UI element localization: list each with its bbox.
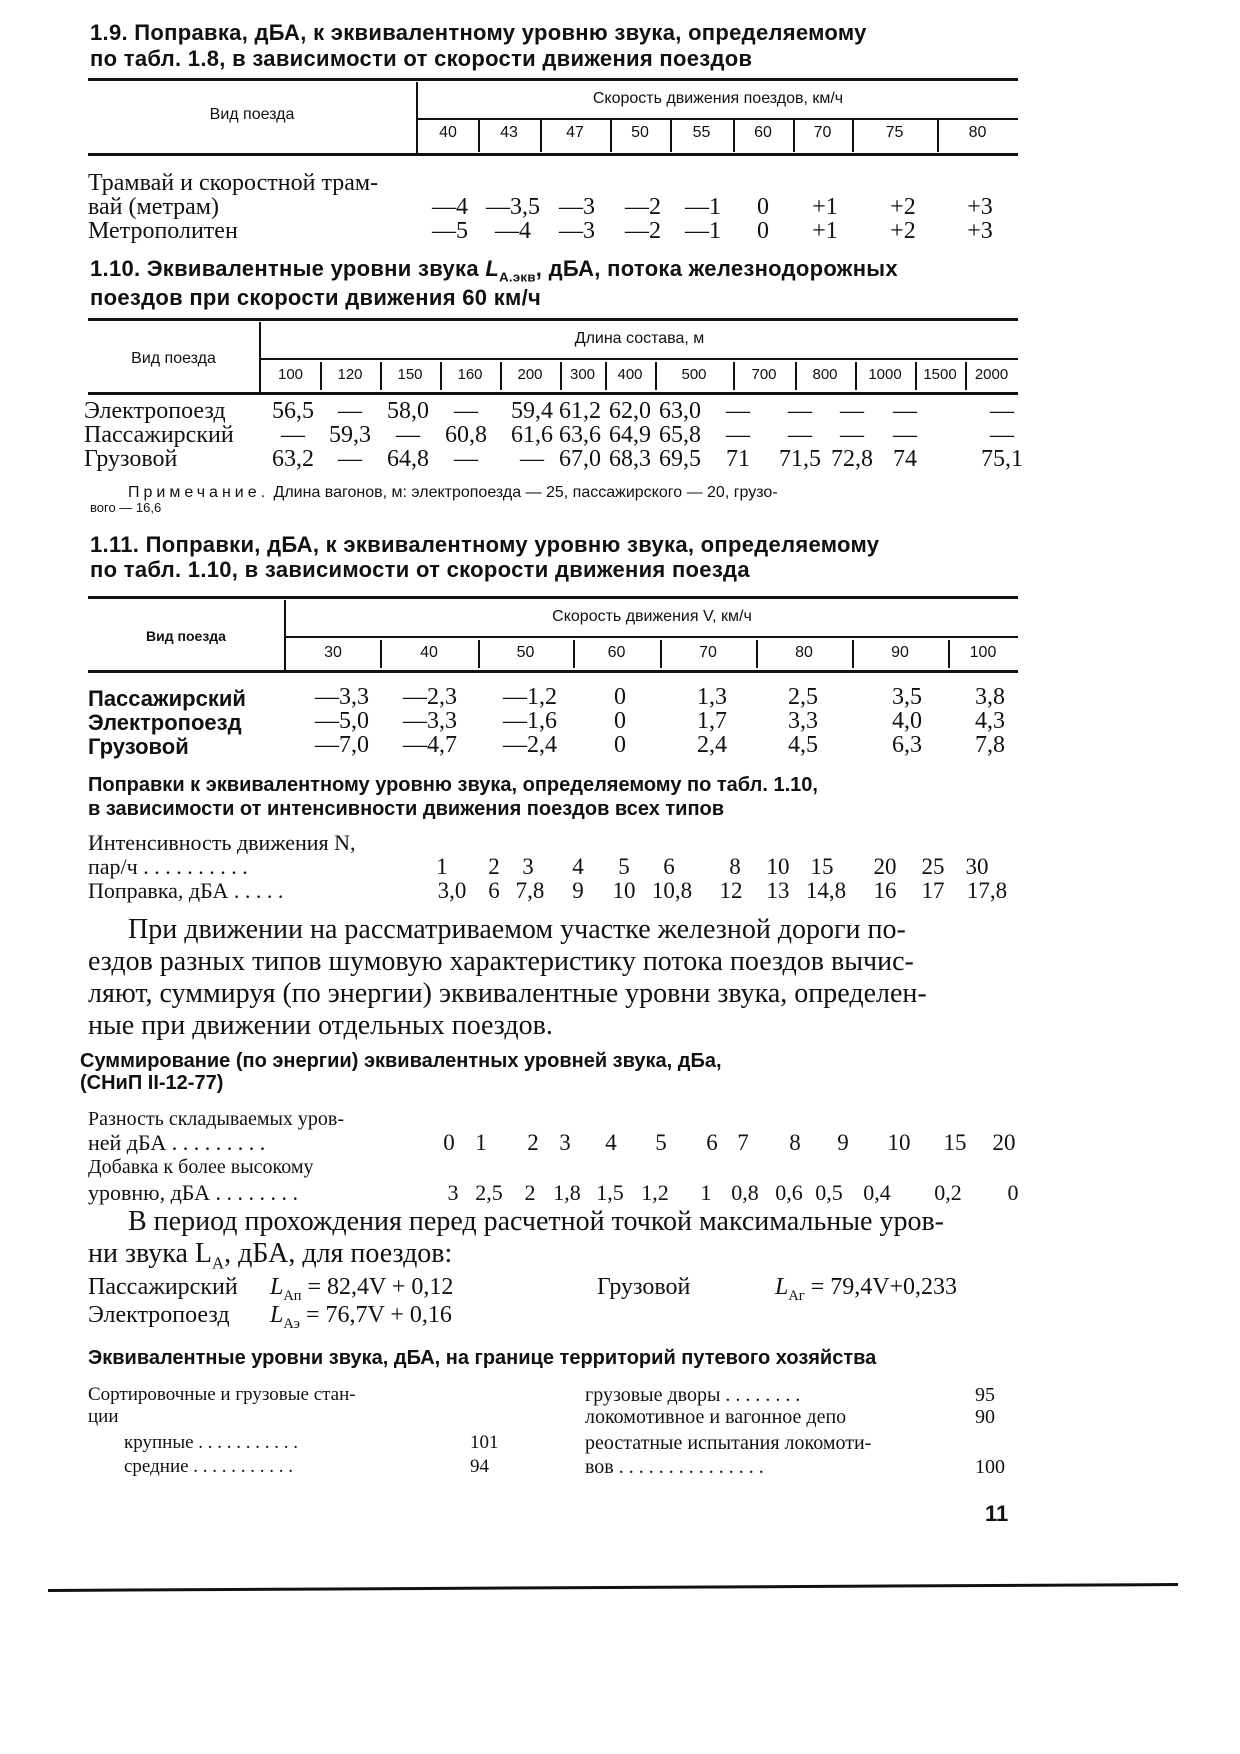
intensity-n-value: 2 <box>488 854 500 879</box>
table-1-10-note-line1 <box>128 484 778 502</box>
level-addition-value: 3 <box>447 1180 459 1205</box>
summation-row1-label: ней дБА . . . . . . . . . <box>88 1130 266 1155</box>
level-difference-value: 20 <box>992 1130 1016 1155</box>
table-cell: —4,7 <box>403 732 457 758</box>
territory-item-label: ции <box>88 1406 119 1427</box>
table-1-10-title-part: 1.10. Эквивалентные уровни звука <box>90 256 486 281</box>
table-cell: —3 <box>559 194 595 220</box>
column-divider <box>733 362 735 390</box>
column-divider <box>756 640 758 668</box>
intensity-correction-value: 17,8 <box>966 878 1008 903</box>
intensity-n-value: 20 <box>873 854 897 879</box>
intensity-correction-value: 7,8 <box>515 878 545 903</box>
paragraph-part: ни звука L <box>88 1238 213 1269</box>
table-cell: —1,2 <box>503 684 557 710</box>
table-1-11-row-label: Пассажирский <box>88 686 246 711</box>
speed-header-cell: 80 <box>968 124 987 141</box>
table-1-11-col-header: Вид поезда <box>146 628 226 644</box>
formula-subscript: Ап <box>283 1287 302 1304</box>
intensity-correction-value: 10 <box>612 878 636 903</box>
table-cell: — <box>893 398 917 424</box>
length-header-cell: 300 <box>569 366 596 383</box>
territory-item-label: Сортировочные и грузовые стан- <box>88 1384 356 1405</box>
intensity-n-value: 30 <box>965 854 989 879</box>
speed-header-cell: 40 <box>420 644 438 661</box>
intensity-correction-value: 3,0 <box>437 878 467 903</box>
table-1-11-subheader-rule <box>286 636 1018 638</box>
summation-title-line1: Суммирование (по энергии) эквивалентных уровней звука, дБа, <box>80 1050 722 1072</box>
table-1-10-group-header: Длина состава, м <box>574 330 705 347</box>
table-cell: 1,7 <box>697 708 727 734</box>
level-difference-value: 3 <box>559 1130 571 1155</box>
table-1-9-top-rule <box>88 78 1018 81</box>
table-1-10-col-header: Вид поезда <box>131 350 216 367</box>
level-difference-value: 10 <box>887 1130 911 1155</box>
length-header-cell: 150 <box>397 366 423 383</box>
page-number: 11 <box>985 1501 1009 1526</box>
table-cell: 62,0 <box>609 398 651 424</box>
table-cell: 3,8 <box>975 684 1005 710</box>
table-1-9-row-label: Метрополитен <box>88 218 238 244</box>
column-divider <box>540 120 542 152</box>
column-divider <box>320 362 322 390</box>
table-cell: —1 <box>685 218 721 244</box>
table-cell: —2 <box>625 218 661 244</box>
table-cell: +3 <box>967 218 993 244</box>
level-difference-value: 15 <box>943 1130 967 1155</box>
table-cell: 64,8 <box>387 446 429 472</box>
table-1-10-subheader-rule <box>261 358 1018 360</box>
column-divider <box>605 362 607 390</box>
formula <box>270 1274 453 1305</box>
column-divider <box>560 362 562 390</box>
length-header-cell: 800 <box>812 366 838 383</box>
table-cell: 67,0 <box>559 446 601 472</box>
table-1-10-bottom-rule <box>88 392 1018 395</box>
table-cell: 6,3 <box>892 732 922 758</box>
l-symbol: L <box>485 256 500 281</box>
table-cell: — <box>726 398 750 424</box>
level-addition-value: 0,4 <box>863 1180 891 1205</box>
intensity-n-value: 25 <box>921 854 945 879</box>
column-divider <box>937 120 939 152</box>
length-header-cell: 400 <box>617 366 643 383</box>
table-1-9-row-label: Трамвай и скоростной трам- <box>88 170 379 196</box>
level-addition-value: 0,6 <box>775 1180 803 1205</box>
table-1-11-row-label: Электропоезд <box>88 710 242 735</box>
table-1-11-title-line2: по табл. 1.10, в зависимости от скорости движения поезда <box>90 557 750 582</box>
paragraph-subscript: А <box>212 1253 225 1273</box>
table-1-10-top-rule <box>88 318 1018 321</box>
table-cell: —3 <box>559 218 595 244</box>
table-1-9-row-label: вай (метрам) <box>88 194 219 220</box>
table-cell: — <box>338 446 362 472</box>
intensity-n-value: 5 <box>618 854 630 879</box>
column-divider <box>478 120 480 152</box>
table-cell: — <box>840 422 864 448</box>
column-divider <box>795 362 797 390</box>
table-cell: — <box>840 398 864 424</box>
table-1-9-title-line2: по табл. 1.8, в зависимости от скорости движения поездов <box>90 46 753 71</box>
level-addition-value: 2,5 <box>475 1180 503 1205</box>
formula-symbol: L <box>270 1274 284 1300</box>
formula-label: Грузовой <box>597 1274 691 1300</box>
table-1-11-bottom-rule <box>88 670 1018 673</box>
page-bottom-rule <box>48 1583 1178 1592</box>
level-difference-value: 6 <box>706 1130 718 1155</box>
table-1-10-title-line2: поездов при скорости движения 60 км/ч <box>90 285 542 310</box>
table-cell: 0 <box>757 194 769 220</box>
summation-title-line2: (СНиП II-12-77) <box>80 1072 224 1094</box>
intensity-correction-value: 10,8 <box>651 878 693 903</box>
length-header-cell: 200 <box>517 366 543 383</box>
paragraph-line: ляют, суммируя (по энергии) эквивалентные уровни звука, определен- <box>88 978 927 1009</box>
formula-label: Пассажирский <box>88 1274 238 1300</box>
column-divider <box>670 120 672 152</box>
table-cell: 61,6 <box>511 422 553 448</box>
table-cell: 3,3 <box>788 708 818 734</box>
column-divider <box>478 640 480 668</box>
column-divider <box>380 640 382 668</box>
territory-item-value: 90 <box>975 1406 995 1428</box>
length-header-cell: 1000 <box>868 366 902 383</box>
territory-item-label: средние . . . . . . . . . . . <box>124 1456 294 1477</box>
table-cell: 0 <box>757 218 769 244</box>
table-cell: 63,0 <box>659 398 701 424</box>
table-1-10-row-label: Электропоезд <box>84 398 226 424</box>
table-cell: 7,8 <box>975 732 1005 758</box>
column-divider <box>660 640 662 668</box>
level-difference-value: 4 <box>605 1130 617 1155</box>
level-addition-value: 1 <box>700 1180 712 1205</box>
table-cell: — <box>990 398 1014 424</box>
table-cell: — <box>893 422 917 448</box>
column-divider <box>655 362 657 390</box>
table-cell: — <box>281 422 305 448</box>
intensity-n-value: 15 <box>810 854 834 879</box>
table-cell: — <box>520 446 544 472</box>
table-cell: 68,3 <box>609 446 651 472</box>
table-cell: 64,9 <box>609 422 651 448</box>
table-cell: 74 <box>893 446 917 472</box>
formula-subscript: Аэ <box>283 1315 300 1332</box>
level-addition-value: 1,2 <box>641 1180 669 1205</box>
territory-item-value: 101 <box>470 1432 499 1453</box>
length-header-cell: 500 <box>681 366 707 383</box>
column-divider <box>915 362 917 390</box>
table-cell: 71 <box>726 446 750 472</box>
formula-symbol: L <box>270 1302 284 1328</box>
formula <box>775 1274 957 1305</box>
table-cell: 3,5 <box>892 684 922 710</box>
table-cell: 0 <box>614 708 626 734</box>
column-divider <box>380 362 382 390</box>
speed-header-cell: 40 <box>439 124 457 141</box>
level-addition-value: 0,5 <box>815 1180 843 1205</box>
level-difference-value: 8 <box>789 1130 801 1155</box>
table-cell: — <box>396 422 420 448</box>
column-divider <box>948 640 950 668</box>
table-cell: 59,4 <box>511 398 553 424</box>
length-header-cell: 1500 <box>923 366 957 383</box>
table-cell: 58,0 <box>387 398 429 424</box>
formula-symbol: L <box>775 1274 789 1300</box>
table-cell: 60,8 <box>445 422 487 448</box>
note-text: Длина вагонов, м: электропоезда — 25, пассажирского — 20, грузо- <box>269 484 778 501</box>
speed-header-cell: 60 <box>607 644 626 661</box>
paragraph-line: ездов разных типов шумовую характеристику потока поездов вычис- <box>88 946 914 977</box>
level-addition-value: 0 <box>1007 1180 1019 1205</box>
speed-header-cell: 50 <box>631 124 649 141</box>
table-cell: —5 <box>432 218 468 244</box>
table-cell: 75,1 <box>981 446 1023 472</box>
table-cell: 0 <box>614 684 626 710</box>
territory-title: Эквивалентные уровни звука, дБА, на границе территорий путевого хозяйства <box>88 1347 877 1369</box>
intensity-correction-value: 16 <box>873 878 897 903</box>
table-1-11-top-rule <box>88 596 1018 599</box>
intensity-row2-label: Поправка, дБА . . . . . <box>88 878 284 903</box>
table-cell: 56,5 <box>272 398 314 424</box>
intensity-title-line2: в зависимости от интенсивности движения поездов всех типов <box>88 798 725 820</box>
territory-item-value: 95 <box>975 1384 995 1406</box>
column-divider <box>500 362 502 390</box>
table-1-9-bottom-rule <box>88 153 1018 156</box>
length-header-cell: 2000 <box>974 366 1009 383</box>
table-cell: +2 <box>890 218 916 244</box>
table-cell: — <box>788 398 812 424</box>
level-addition-value: 0,8 <box>731 1180 759 1205</box>
column-divider <box>733 120 735 152</box>
table-cell: 4,0 <box>892 708 922 734</box>
note-lead: Примечание. <box>128 484 270 501</box>
intensity-correction-value: 12 <box>719 878 743 903</box>
territory-item-value: 100 <box>975 1456 1005 1478</box>
table-cell: 63,2 <box>272 446 314 472</box>
table-1-10-title-part: , дБА, потока железнодорожных <box>535 256 898 281</box>
level-difference-value: 2 <box>527 1130 539 1155</box>
formula-label: Электропоезд <box>88 1302 230 1328</box>
speed-header-cell: 60 <box>754 124 772 141</box>
table-1-10-row-label: Грузовой <box>84 446 178 472</box>
level-difference-value: 1 <box>475 1130 487 1155</box>
level-addition-value: 0,2 <box>934 1180 962 1205</box>
territory-item-value: 94 <box>470 1456 489 1477</box>
speed-header-cell: 70 <box>813 124 832 141</box>
intensity-row1-label: пар/ч . . . . . . . . . . <box>88 854 248 879</box>
speed-header-cell: 90 <box>891 644 909 661</box>
table-cell: +3 <box>967 194 993 220</box>
table-cell: —2 <box>625 194 661 220</box>
column-divider <box>610 120 612 152</box>
speed-header-cell: 80 <box>795 644 813 661</box>
summation-row2-label: Добавка к более высокому <box>88 1156 314 1178</box>
table-cell: 72,8 <box>831 446 873 472</box>
table-1-11-group-header: Скорость движения V, км/ч <box>552 608 752 625</box>
summation-row2-label: уровню, дБА . . . . . . . . <box>88 1180 299 1205</box>
territory-item-label: крупные . . . . . . . . . . . <box>124 1432 299 1453</box>
table-1-9-title-line1: 1.9. Поправка, дБА, к эквивалентному уровню звука, определяемому <box>90 20 867 45</box>
table-cell: 0 <box>614 732 626 758</box>
table-cell: 63,6 <box>559 422 601 448</box>
table-1-9-col-header: Вид поезда <box>209 106 295 123</box>
speed-header-cell: 47 <box>566 124 584 141</box>
intensity-n-value: 10 <box>766 854 790 879</box>
formula-expression: = 82,4V + 0,12 <box>301 1274 454 1300</box>
table-1-10-note-line2: вого — 16,6 <box>90 500 162 515</box>
intensity-title-line1: Поправки к эквивалентному уровню звука, определяемому по табл. 1.10, <box>88 774 818 796</box>
intensity-correction-value: 9 <box>572 878 584 903</box>
column-divider <box>965 362 967 390</box>
table-1-10-row-label: Пассажирский <box>84 422 234 448</box>
intensity-correction-value: 17 <box>921 878 945 903</box>
table-cell: —4 <box>432 194 468 220</box>
table-cell: +1 <box>812 194 838 220</box>
length-header-cell: 700 <box>751 366 777 383</box>
table-cell: 61,2 <box>559 398 601 424</box>
level-difference-value: 9 <box>837 1130 849 1155</box>
level-difference-value: 7 <box>737 1130 749 1155</box>
territory-item-label: локомотивное и вагонное депо <box>585 1406 847 1428</box>
intensity-row1-label: Интенсивность движения N, <box>88 830 356 855</box>
table-cell: — <box>726 422 750 448</box>
table-cell: —4 <box>495 218 531 244</box>
table-cell: —5,0 <box>315 708 369 734</box>
table-cell: 1,3 <box>697 684 727 710</box>
level-difference-value: 0 <box>443 1130 455 1155</box>
table-cell: —3,3 <box>315 684 369 710</box>
table-cell: —3,3 <box>403 708 457 734</box>
table-cell: —1 <box>685 194 721 220</box>
intensity-correction-value: 6 <box>488 878 500 903</box>
column-divider <box>440 362 442 390</box>
table-cell: — <box>338 398 362 424</box>
table-cell: —2,3 <box>403 684 457 710</box>
table-cell: 71,5 <box>779 446 821 472</box>
table-cell: 4,3 <box>975 708 1005 734</box>
paragraph-line: В период прохождения перед расчетной точкой максимальные уров- <box>128 1206 945 1237</box>
table-1-11-row-label: Грузовой <box>88 734 189 759</box>
intensity-n-value: 4 <box>572 854 584 879</box>
table-1-9-group-header: Скорость движения поездов, км/ч <box>592 90 844 107</box>
length-header-cell: 120 <box>337 366 363 383</box>
paragraph-line: ные при движении отдельных поездов. <box>88 1010 553 1041</box>
speed-header-cell: 75 <box>885 124 904 141</box>
length-header-cell: 160 <box>457 366 483 383</box>
table-cell: —1,6 <box>503 708 557 734</box>
column-divider <box>573 640 575 668</box>
intensity-n-value: 1 <box>436 854 448 879</box>
intensity-n-value: 3 <box>522 854 534 879</box>
paragraph-part: , дБА, для поездов: <box>224 1238 453 1269</box>
table-cell: — <box>990 422 1014 448</box>
table-cell: 65,8 <box>659 422 701 448</box>
table-cell: —7,0 <box>315 732 369 758</box>
column-divider <box>852 640 854 668</box>
table-cell: —3,5 <box>486 194 540 220</box>
table-cell: 69,5 <box>659 446 701 472</box>
column-divider <box>855 362 857 390</box>
table-cell: +1 <box>812 218 838 244</box>
intensity-correction-value: 13 <box>766 878 790 903</box>
level-addition-value: 1,5 <box>596 1180 624 1205</box>
table-1-11-title-line1: 1.11. Поправки, дБА, к эквивалентному уровню звука, определяемому <box>90 532 880 557</box>
formula-expression: = 79,4V+0,233 <box>804 1274 958 1300</box>
level-difference-value: 5 <box>655 1130 667 1155</box>
table-cell: — <box>788 422 812 448</box>
intensity-correction-value: 14,8 <box>805 878 847 903</box>
intensity-n-value: 8 <box>729 854 741 879</box>
summation-row1-label: Разность складываемых уров- <box>88 1108 345 1130</box>
l-subscript: А.экв <box>499 269 536 285</box>
territory-item-label: вов . . . . . . . . . . . . . . . <box>585 1456 764 1478</box>
speed-header-cell: 30 <box>324 644 342 661</box>
table-cell: 59,3 <box>329 422 371 448</box>
territory-item-label: грузовые дворы . . . . . . . . <box>585 1384 801 1406</box>
level-addition-value: 2 <box>524 1180 536 1205</box>
length-header-cell: 100 <box>277 366 304 383</box>
speed-header-cell: 70 <box>699 644 717 661</box>
level-addition-value: 1,8 <box>553 1180 581 1205</box>
table-cell: — <box>454 446 478 472</box>
speed-header-cell: 100 <box>969 644 997 661</box>
speed-header-cell: 50 <box>516 644 535 661</box>
table-cell: — <box>454 398 478 424</box>
speed-header-cell: 43 <box>500 124 518 141</box>
table-1-9-subheader-rule <box>418 118 1018 120</box>
column-divider <box>793 120 795 152</box>
speed-header-cell: 55 <box>692 124 711 141</box>
column-divider <box>852 120 854 152</box>
paragraph-line: При движении на рассматриваемом участке железной дороги по- <box>128 914 906 945</box>
table-cell: —2,4 <box>503 732 557 758</box>
table-cell: 2,4 <box>697 732 727 758</box>
intensity-n-value: 6 <box>663 854 675 879</box>
table-cell: +2 <box>890 194 916 220</box>
territory-item-label: реостатные испытания локомоти- <box>585 1432 872 1454</box>
formula <box>270 1302 452 1333</box>
formula-subscript: Аг <box>788 1287 805 1304</box>
table-cell: 2,5 <box>788 684 818 710</box>
formula-expression: = 76,7V + 0,16 <box>299 1302 452 1328</box>
table-cell: 4,5 <box>788 732 818 758</box>
